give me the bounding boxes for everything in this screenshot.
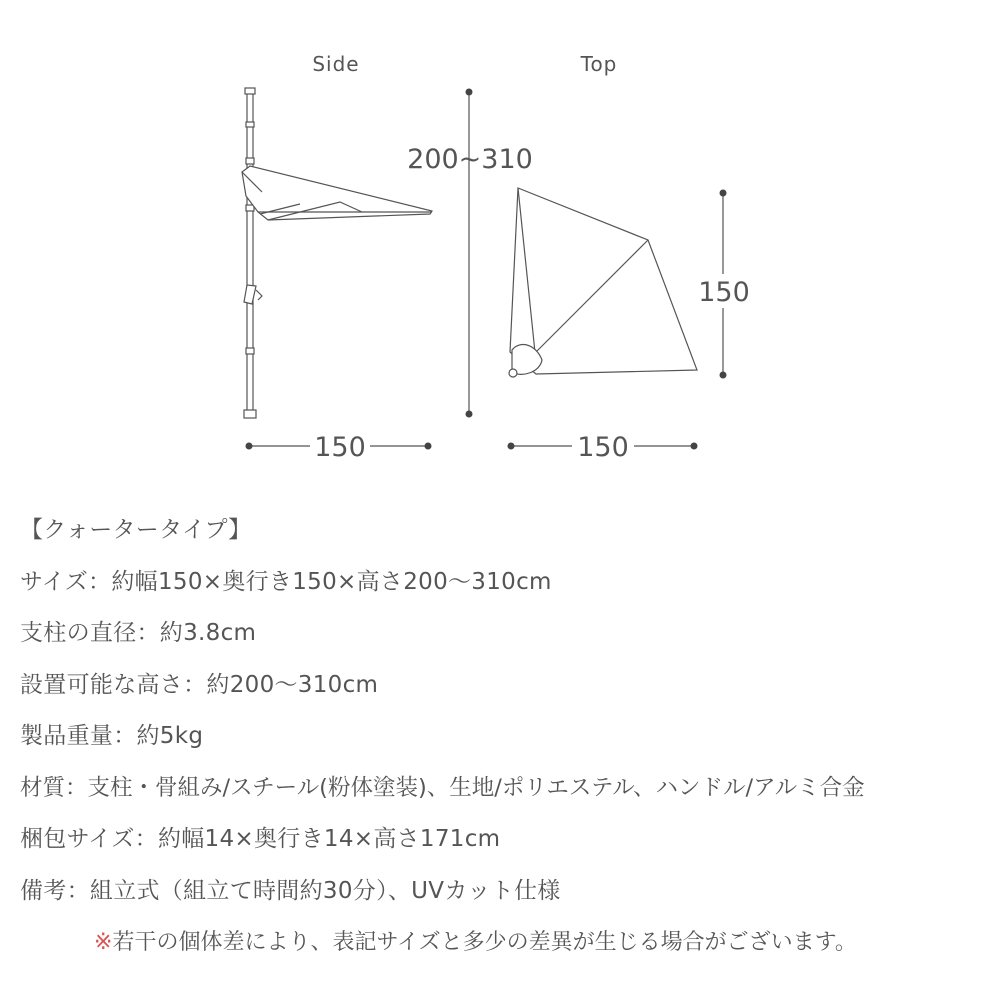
crank-handle <box>244 285 256 304</box>
spec-package-size: 梱包サイズ：約幅14×奥行き14×高さ171cm <box>20 826 501 852</box>
spec-install-height: 設置可能な高さ：約200〜310cm <box>20 671 379 698</box>
spec-list <box>20 505 995 968</box>
umbrella-pole <box>247 90 253 415</box>
height-dimension <box>466 89 473 418</box>
height-dimension-label: 200~310 <box>407 144 533 175</box>
top-view-label: Top <box>580 52 618 76</box>
pole-top-circle <box>509 369 517 377</box>
spec-size: サイズ：約幅150×奥行き150×高さ200〜310cm <box>20 568 552 595</box>
spec-remarks: 備考：組立式（組立て時間約30分）、UVカット仕様 <box>20 877 561 904</box>
top-depth-label: 150 <box>698 277 750 308</box>
product-dimension-diagram <box>0 0 1000 470</box>
note-text: 若干の個体差により、表記サイズと多少の差異が生じる場合がございます。 <box>112 930 857 955</box>
top-width-label: 150 <box>577 432 629 463</box>
side-view-label: Side <box>312 52 360 76</box>
note-mark: ※ <box>94 930 113 955</box>
top-view-umbrella <box>509 188 697 377</box>
spec-type: 【クォータータイプ】 <box>20 517 252 543</box>
spec-material: 材質：支柱・骨組み/スチール(粉体塗装)、生地/ポリエステル、ハンドル/アルミ合金 <box>20 774 865 801</box>
size-disclaimer-note <box>20 917 995 968</box>
spec-weight: 製品重量：約5kg <box>20 723 204 749</box>
side-width-label: 150 <box>314 432 366 463</box>
spec-pole-diameter: 支柱の直径：約3.8cm <box>20 620 257 646</box>
side-view-umbrella <box>242 88 432 418</box>
top-canopy <box>510 188 697 374</box>
